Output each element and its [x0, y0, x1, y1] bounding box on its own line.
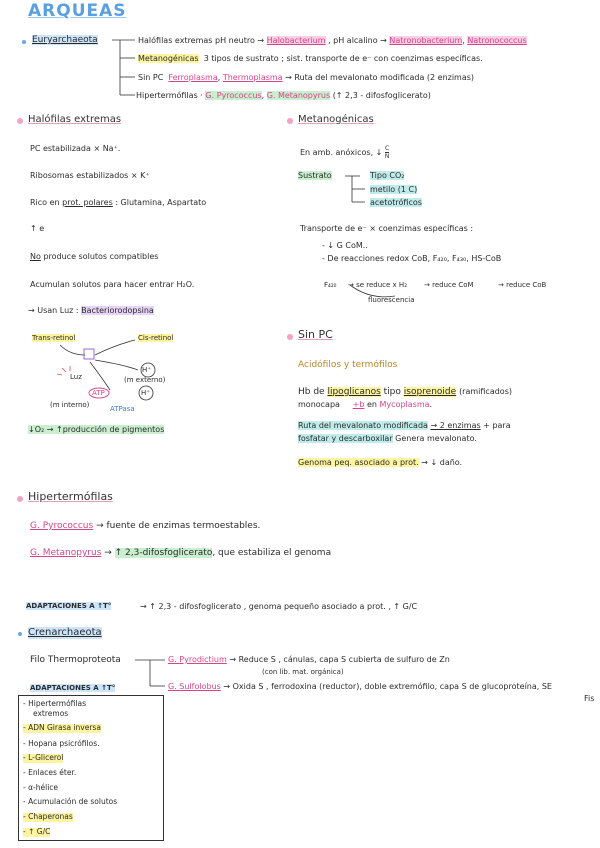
luz-label: Luz [70, 373, 82, 381]
bullet-dot [18, 632, 22, 636]
text-span: Genera mevalonato. [395, 434, 477, 443]
text-span: (ramificados) [459, 387, 512, 396]
group-text: , pH alcalino → [328, 36, 387, 45]
list-item: extremos [33, 709, 69, 718]
metanogenicas-heading: Metanogénicas [298, 114, 374, 125]
list-item: - α-hélice [23, 783, 59, 792]
group-text: (↑ 2,3 - difosfoglicerato) [332, 91, 431, 100]
text-span: No [30, 252, 41, 261]
text-span: tipo [383, 387, 401, 397]
sustrato-label: Sustrato [298, 171, 332, 180]
text-span: Rico en [30, 198, 60, 207]
page-title: ARQUEAS [28, 1, 127, 21]
trans-retinol: Trans-retinol [32, 334, 76, 342]
sustrato-metilo: metilo (1 C) [370, 185, 418, 194]
genus-natronococcus: Natronococcus [467, 36, 527, 45]
list-item: - Chaperonas [23, 812, 73, 821]
adaptaciones-text-1: → ↑ 2,3 - difosfoglicerato , genoma pequeño asociado a prot. , ↑ G/C [140, 602, 418, 611]
ratio-num: C [385, 145, 390, 152]
pyrodictium-note: (con lib. mat. orgánica) [262, 668, 344, 676]
text-span: → Oxida S , ferrodoxina (reductor), doble extremófilo, capa S de glucoproteína, SE [223, 682, 552, 691]
hiper-pyrococcus [30, 521, 260, 531]
eury-metanogenicas-line [138, 54, 483, 63]
text-span: +b [352, 400, 365, 409]
halofilas-line-prot [30, 198, 206, 207]
hiper-metanopyrus: G. Metanopyrus → ↑ 2,3-difosfoglicerato, que estabiliza el genoma [30, 548, 332, 558]
text-span: → ↓ daño. [421, 458, 463, 467]
transporte-line: Transporte de e⁻ × coenzimas específicas : [300, 224, 474, 233]
text-span: En amb. anóxicos, ↓ [300, 148, 383, 157]
atpasa-label: ATPasa [110, 405, 135, 413]
genus-ferroplasma: Ferroplasma [168, 73, 218, 82]
genus-halobacterium: Halobacterium [266, 36, 326, 45]
group-text: → Ruta del mevalonato modificada (2 enzimas) [285, 73, 475, 82]
text-span: prot. polares [62, 198, 113, 207]
hipertermofilas-heading: Hipertermófilas [28, 490, 113, 503]
text-span: Hb de [298, 387, 325, 397]
sulfolobus-note: Fis [584, 694, 595, 703]
group-text: pH neutro → [215, 36, 265, 45]
atp-label: ATP [92, 389, 105, 397]
genus-pyrodictium: G. Pyrodictium [168, 655, 227, 664]
halofilas-line-pc: PC estabilizada × Na⁺. [30, 144, 121, 153]
text-span: → Usan Luz : [28, 306, 79, 315]
halofilas-line-h2o: Acumulan solutos para hacer entrar H₂O. [30, 280, 195, 289]
euryarchaeota-label: Euryarchaeota [32, 35, 98, 45]
adaptaciones-label-2: ADAPTACIONES A ↑T° [30, 684, 116, 692]
group-name: Hipertermófilas [136, 91, 198, 100]
bullet-dot [287, 334, 293, 340]
filo-thermoproteota: Filo Thermoproteota [30, 655, 121, 665]
meta-line-anoxicos [300, 145, 389, 160]
transporte-item-1: - ↓ G CoM.. [322, 241, 368, 250]
text-span: → Reduce S , cánulas, capa S cubierta de sulfuro de Zn [229, 655, 450, 664]
text-span: produce solutos compatibles [43, 252, 159, 261]
text-span: fosfatar y descarboxilar [298, 434, 393, 443]
halofilas-line-solutos [30, 252, 158, 261]
ratio-den: N [384, 153, 390, 160]
o2-pigmentos: ↓O₂ → ↑producción de pigmentos [28, 425, 165, 434]
list-item: - Hipertermófilas [23, 699, 86, 708]
list-item: - Hopana psicrófilos. [23, 739, 100, 748]
list-item: - L-Glicerol [23, 753, 64, 762]
halofilas-line-e: ↑ e [30, 224, 45, 233]
halofilas-heading: Halófilas extremas [28, 114, 122, 125]
sinpc-genoma [298, 458, 462, 467]
sustrato-acetotroficos: acetotróficos [370, 198, 422, 207]
eury-sinpc-line: Sin PC Ferroplasma, Thermoplasma → Ruta del mevalonato modificada (2 enzimas) [138, 73, 475, 82]
cis-retinol: Cis-retinol [138, 334, 174, 342]
halofilas-line-ribosomas: Ribosomas estabilizados × K⁺ [30, 171, 150, 180]
text-span: ↑ 2,3-difosfoglicerato [114, 548, 213, 558]
flow-step-3: → reduce CoB [498, 281, 547, 289]
sinpc-heading: Sin PC [298, 328, 333, 341]
genus-metanopyrus: G. Metanopyrus [266, 91, 331, 100]
eury-halofilas-line [138, 36, 527, 45]
group-text: 3 tipos de sustrato ; sist. transporte de e⁻ con coenzimas específicas. [203, 54, 483, 63]
flow-step-1: → se reduce x H₂ [348, 281, 407, 289]
m-interno: (m interno) [50, 401, 90, 409]
m-externo: (m externo) [124, 376, 166, 384]
genus-sulfolobus: G. Sulfolobus [168, 682, 221, 691]
text-span: + para [483, 421, 511, 430]
bullet-dot [287, 118, 293, 124]
crenarchaeota-label: Crenarchaeota [28, 627, 102, 638]
separator: , [462, 36, 465, 45]
text-span: monocapa [298, 400, 340, 409]
crenarchaeota-sulfolobus [168, 682, 552, 691]
bullet-dot [17, 118, 23, 124]
group-name: Sin PC [138, 73, 164, 82]
crenarchaeota-pyrodictium [168, 655, 450, 664]
list-item: - ADN Girasa inversa [23, 723, 101, 732]
text-span: en [366, 400, 377, 409]
text-span: Genoma peq. asociado a prot. [298, 458, 419, 467]
bullet-dot [17, 496, 23, 502]
sinpc-line-monocapa: monocapa +b en Mycoplasma. [298, 400, 433, 409]
genus-pyrococcus: G. Pyrococcus [30, 521, 94, 531]
hplus-ext: H⁺ [142, 366, 151, 374]
sustrato-co2: Tipo CO₂ [370, 171, 405, 180]
genus-pyrococcus: G. Pyrococcus [205, 91, 262, 100]
sinpc-line-hb [298, 387, 512, 397]
list-item: - Enlaces éter. [23, 768, 77, 777]
group-name: Halófilas extremas [138, 36, 213, 45]
genus-natronobacterium: Natronobacterium [389, 36, 463, 45]
bacteriorodopsina: Bacteriorodopsina [81, 306, 154, 315]
list-item: - ↑ G/C [23, 827, 51, 836]
text-span: , que estabiliza el genoma [212, 548, 332, 558]
group-name: Metanogénicas [138, 54, 199, 63]
transporte-item-2: - De reacciones redox CoB, F₄₂₀, F₄₃₀, HS-CoB [322, 254, 502, 263]
sinpc-ruta-2 [298, 434, 477, 443]
sinpc-sub: Acidófilos y termófilos [298, 360, 398, 370]
hplus-int: H⁺ [141, 389, 150, 397]
lipoglicanos: lipoglicanos [327, 387, 381, 397]
genus-thermoplasma: Thermoplasma [222, 73, 283, 82]
bullet-dot [22, 40, 26, 44]
flow-f420: F₄₂₀ [324, 281, 337, 289]
isoprenoide: isoprenoide [403, 387, 457, 397]
genus-metanopyrus: G. Metanopyrus [30, 548, 102, 558]
fluorescencia: fluorescencia [368, 296, 415, 304]
adaptaciones-label-1: ADAPTACIONES A ↑T° [26, 602, 112, 610]
eury-hipertermofilas-line: Hipertermófilas · G. Pyrococcus, G. Metanopyrus (↑ 2,3 - difosfoglicerato) [136, 91, 431, 100]
flow-step-2: → reduce CoM [424, 281, 474, 289]
list-item: - Acumulación de solutos [23, 797, 118, 806]
text-span: → fuente de enzimas termoestables. [96, 521, 261, 531]
text-span: : Glutamina, Aspartato [115, 198, 207, 207]
text-span: Ruta del mevalonato modificada [298, 421, 428, 430]
adaptaciones-list-box [18, 695, 164, 841]
halofilas-line-luz [28, 306, 154, 315]
mycoplasma: Mycoplasma [379, 400, 430, 409]
sinpc-ruta [298, 421, 511, 430]
text-span: → 2 enzimas [430, 421, 481, 430]
ratio-fraction [385, 145, 390, 160]
